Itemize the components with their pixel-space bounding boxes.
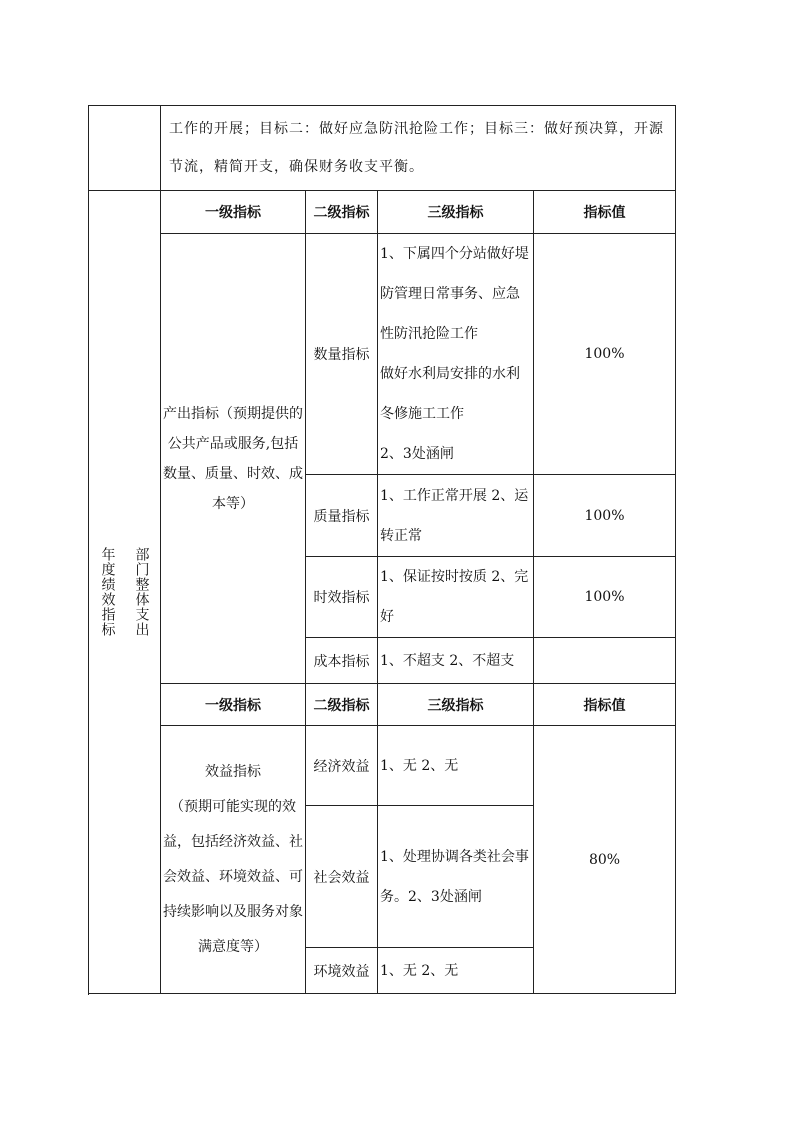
header-row-output (89, 191, 676, 234)
header-level2: 二级指标 (306, 191, 378, 234)
header-value: 指标值 (534, 684, 676, 726)
benefit-level1: 效益指标 （预期可能实现的效益，包括经济效益、社会效益、环境效益、可持续影响以及服务对象满意度等） (161, 726, 306, 994)
level2-cell: 社会效益 (306, 806, 378, 948)
value-cell: 100% (534, 475, 676, 557)
header-value: 指标值 (534, 191, 676, 234)
level3-cell: 1、处理协调各类社会事务。2、3处涵闸 (378, 806, 534, 948)
level3-cell: 1、无 2、无 (378, 726, 534, 806)
header-level3: 三级指标 (378, 191, 534, 234)
level2-cell: 成本指标 (306, 638, 378, 684)
performance-table (88, 105, 676, 994)
level2-cell: 质量指标 (306, 475, 378, 557)
level3-cell: 1、不超支 2、不超支 (378, 638, 534, 684)
value-cell (534, 638, 676, 684)
header-level1: 一级指标 (161, 684, 306, 726)
level2-cell: 数量指标 (306, 234, 378, 475)
table-row (89, 726, 676, 806)
side-label-outer: 部门整体支出 (133, 547, 150, 637)
level2-cell: 环境效益 (306, 948, 378, 994)
level3-cell: 1、工作正常开展 2、运转正常 (378, 475, 534, 557)
output-level1: 产出指标（预期提供的公共产品或服务,包括数量、质量、时效、成本等） (161, 234, 306, 684)
intro-text: 工作的开展；目标二：做好应急防汛抢险工作；目标三：做好预决算，开源节流，精简开支，确保财务收支平衡。 (161, 106, 676, 191)
intro-row (89, 106, 676, 191)
level2-cell: 经济效益 (306, 726, 378, 806)
header-level2: 二级指标 (306, 684, 378, 726)
header-level3: 三级指标 (378, 684, 534, 726)
value-cell: 80% (534, 726, 676, 994)
level3-cell: 1、下属四个分站做好堤防管理日常事务、应急性防汛抢险工作 做好水利局安排的水利冬修施工工作 2、3处涵闸 (378, 234, 534, 475)
value-cell: 100% (534, 234, 676, 475)
side-label-cell (89, 191, 161, 994)
table-row (89, 234, 676, 475)
level2-cell: 时效指标 (306, 557, 378, 638)
level3-cell: 1、保证按时按质 2、完好 (378, 557, 534, 638)
intro-side-cell (89, 106, 161, 191)
header-level1: 一级指标 (161, 191, 306, 234)
header-row-benefit (89, 684, 676, 726)
side-label-inner: 年度绩效指标 (99, 547, 116, 637)
value-cell: 100% (534, 557, 676, 638)
level3-cell: 1、无 2、无 (378, 948, 534, 994)
